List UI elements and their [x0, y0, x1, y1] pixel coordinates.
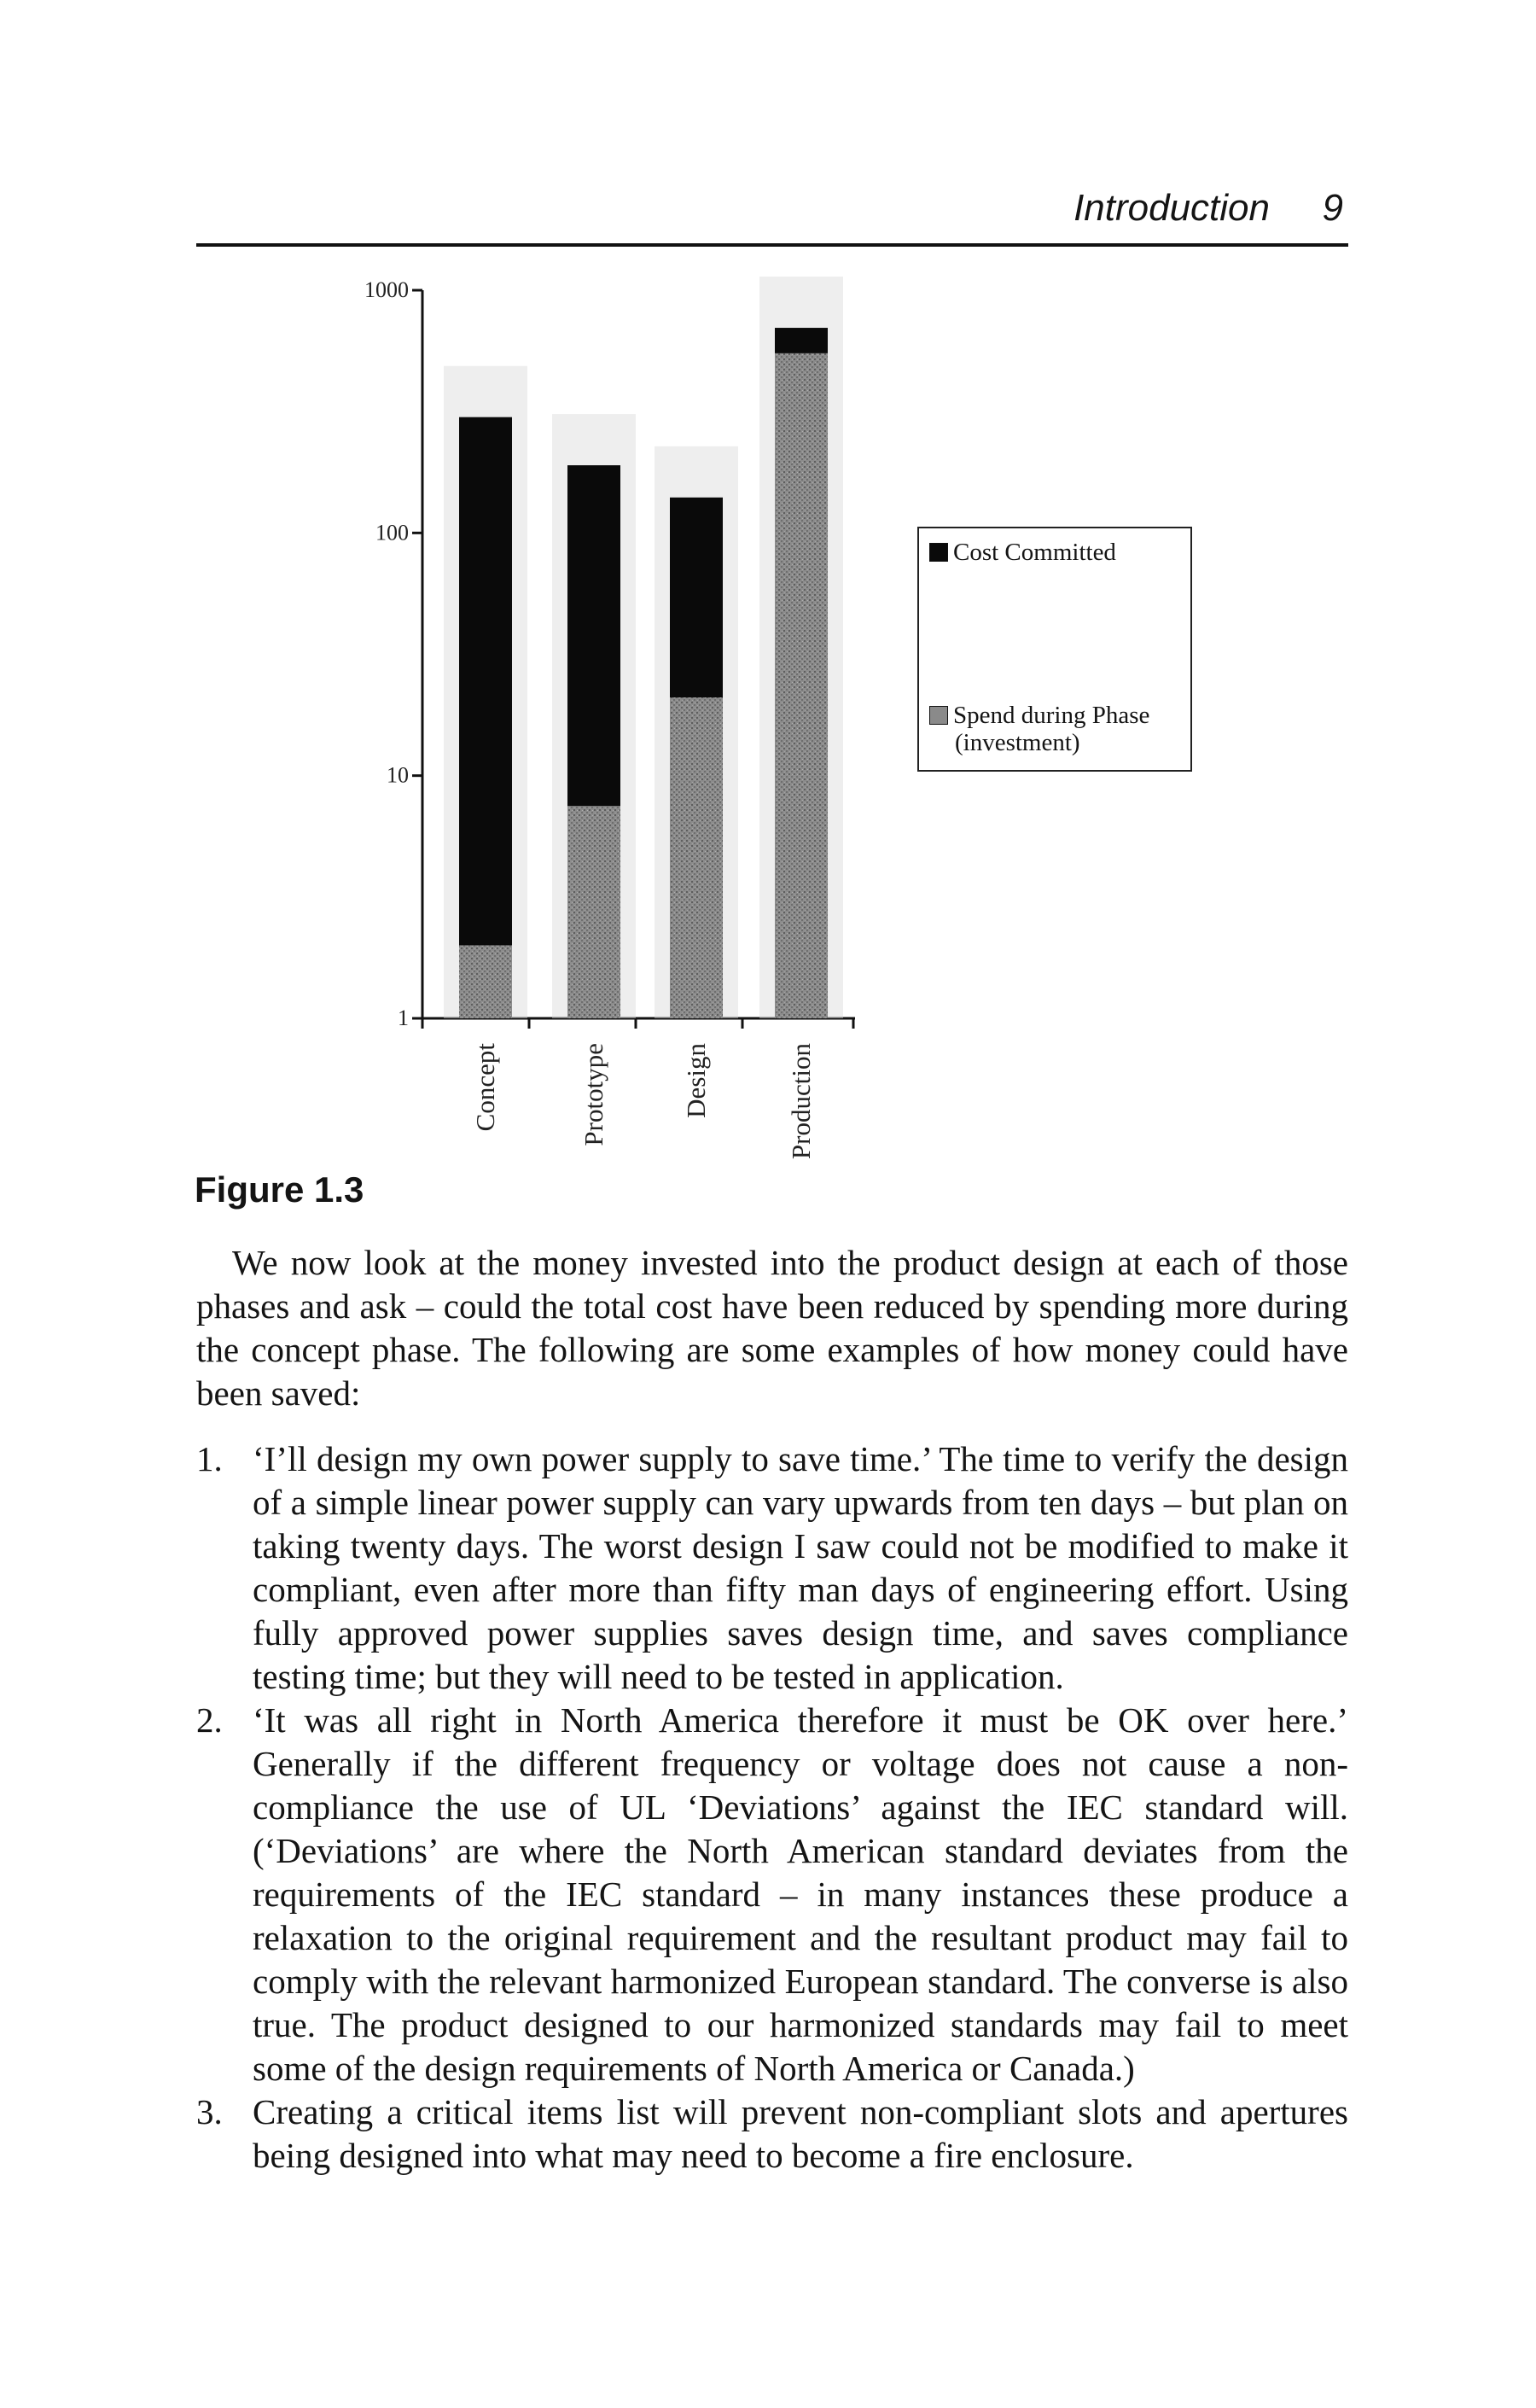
figure-label: Figure 1.3 [195, 1169, 364, 1210]
y-tick-label: 1 [398, 1006, 409, 1030]
y-tick-label: 1000 [364, 277, 409, 302]
list-item-text: ‘I’ll design my own power supply to save time.’ The time to verify the design of a simple linear power supply can vary upwards from ten days – but plan on taking twenty days. The worst design I saw could not be modified to make it compliant, even after more than fifty man days of engineering effort. Using fully approved power supplies saves design time, and saves compliance testing time; but they will need to be tested in application. [253, 1439, 1348, 1696]
page-number: 9 [1322, 187, 1343, 229]
legend-item-spend [929, 702, 1149, 756]
legend-label-spend: Spend during Phase [953, 702, 1150, 729]
intro-paragraph: We now look at the money invested into the product design at each of those phases and ask – could the total cost have been reduced by spending more during the concept phase. The following are some examples of how money could have been saved: [196, 1243, 1348, 1413]
y-tick-label: 10 [387, 762, 409, 788]
list-item-number: 1. [196, 1439, 223, 1478]
legend-swatch-grey [929, 706, 948, 725]
bar-chart [0, 0, 1536, 1195]
list-item [196, 1437, 1348, 1699]
list-item [196, 2090, 1348, 2178]
x-category-label: Concept [470, 1043, 500, 1132]
bar-spend-phase [775, 353, 828, 1018]
list-item-number: 2. [196, 1700, 223, 1740]
bar-cost-committed [459, 417, 512, 1018]
y-tick-label: 100 [375, 520, 409, 545]
body-text [196, 1241, 1348, 2178]
list-item-text: ‘It was all right in North America therefore it must be OK over here.’ Generally if the different frequency or voltage does not cause a non-compliance the use of UL ‘Deviations’ against the IEC standard will. (‘Deviations’ are where the North American standard deviates from the requirements of the IEC standard – in many instances these produce a relaxation to the original requirement and the resultant product may fail to comply with the relevant harmonized European standard. The converse is also true. The product designed to our harmonized standards may fail to meet some of the design requirements of North America or Canada.) [253, 1700, 1348, 2088]
chart-legend [917, 527, 1192, 772]
bar-spend-phase [670, 697, 723, 1018]
legend-label-committed: Cost Committed [953, 539, 1116, 566]
examples-list [196, 1437, 1348, 2178]
legend-swatch-black [929, 543, 948, 562]
running-head-title: Introduction [1073, 187, 1270, 229]
bar-spend-phase [567, 806, 620, 1018]
list-item-number: 3. [196, 2092, 223, 2131]
x-category-label: Design [681, 1043, 711, 1118]
legend-item-cost-committed [929, 539, 1116, 566]
list-item [196, 1699, 1348, 2090]
bar-spend-phase [459, 945, 512, 1018]
list-item-text: Creating a critical items list will prevent non-compliant slots and apertures being designed into what may need to become a fire enclosure. [253, 2092, 1348, 2175]
legend-label-spend-sub: (investment) [955, 729, 1080, 756]
x-category-label: Production [786, 1043, 816, 1160]
x-category-label: Prototype [579, 1043, 608, 1146]
